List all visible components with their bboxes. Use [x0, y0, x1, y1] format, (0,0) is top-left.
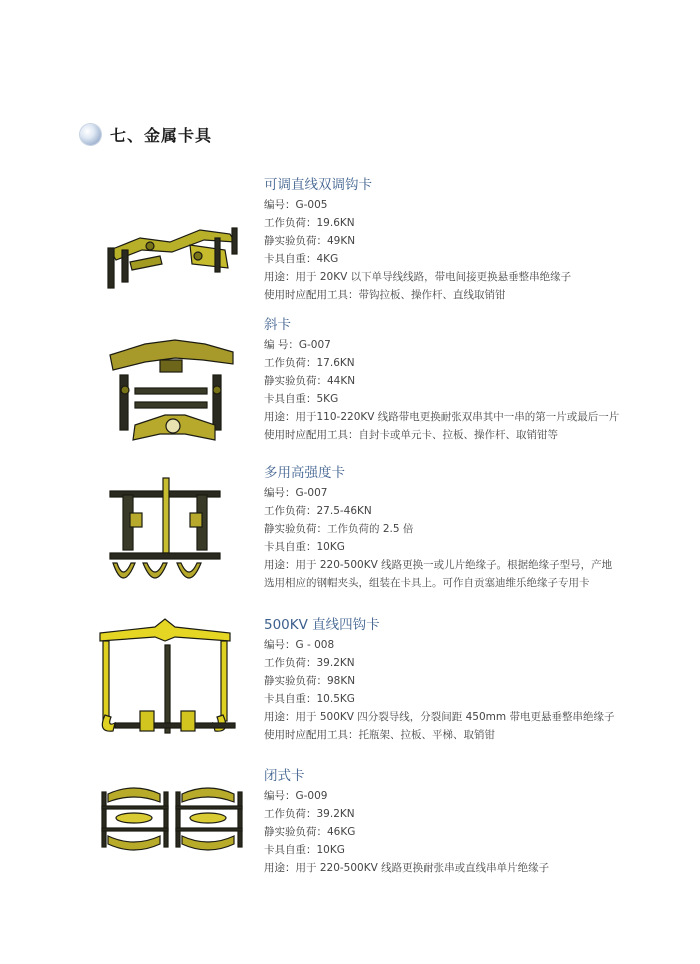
section-heading [80, 121, 212, 147]
spec-label: 用途： [264, 862, 296, 874]
spec-label: 编号： [264, 639, 296, 651]
spec-label: 工作负荷： [264, 217, 317, 229]
spec-label: 静实验负荷： [264, 235, 327, 247]
spec-line [264, 690, 684, 708]
spec-line [264, 502, 684, 520]
spec-value: 4KG [316, 253, 339, 265]
spec-line [264, 841, 684, 859]
spec-label: 卡具自重： [264, 541, 317, 553]
spec-label: 使用时应配用工具： [264, 289, 359, 301]
spec-label: 静实验负荷： [264, 675, 327, 687]
spec-line [264, 426, 684, 444]
spec-label: 使用时应配用工具： [264, 729, 359, 741]
spec-value: 46KG [327, 826, 356, 838]
spec-line [264, 520, 684, 538]
spec-line [264, 556, 684, 574]
spec-line [264, 805, 684, 823]
spec-value: 10KG [316, 541, 345, 553]
spec-line [264, 286, 684, 304]
spec-label: 工作负荷： [264, 505, 317, 517]
spec-label: 静实验负荷： [264, 375, 327, 387]
section-title: 七、金属卡具 [110, 125, 213, 145]
spec-line [264, 484, 684, 502]
spec-value: G-007 [295, 487, 328, 499]
spec-label: 工作负荷： [264, 357, 317, 369]
spec-value: 39.2KN [316, 657, 355, 669]
sphere-bullet-icon [80, 124, 101, 145]
spec-value: 工作负荷的 2.5 倍 [327, 523, 414, 535]
spec-value: 用于 220-500KV 线路更换耐张串或直线串单片绝缘子 [295, 862, 550, 874]
product-info [264, 615, 684, 744]
spec-label: 工作负荷： [264, 808, 317, 820]
spec-value: 用于 220-500KV 线路更换一或儿片绝缘子。根据绝缘子型号，产地 [295, 559, 613, 571]
spec-value: 10KG [316, 844, 345, 856]
spec-line [264, 859, 684, 877]
product-info [264, 315, 684, 444]
spec-value: 98KN [327, 675, 356, 687]
spec-label: 卡具自重： [264, 693, 317, 705]
spec-line [264, 336, 684, 354]
spec-line [264, 408, 684, 426]
spec-label: 静实验负荷： [264, 826, 327, 838]
spec-value: 选用相应的钢帽夹头，组装在卡具上。可作自贡塞迪维乐绝缘子专用卡 [264, 577, 590, 589]
spec-line [264, 196, 684, 214]
spec-value: 用于 500KV 四分裂导线，分裂间距 450mm 带电更悬垂整串绝缘子 [295, 711, 615, 723]
spec-value: 44KN [327, 375, 356, 387]
spec-line [264, 823, 684, 841]
spec-value: 39.2KN [316, 808, 355, 820]
product-info [264, 463, 684, 592]
spec-label: 编 号： [264, 339, 299, 351]
closed-clamp-photo [98, 784, 248, 854]
product-info [264, 766, 684, 877]
double-hook-clamp-photo [100, 220, 245, 295]
spec-value: 49KN [327, 235, 356, 247]
spec-label: 工作负荷： [264, 657, 317, 669]
spec-label: 编号： [264, 790, 296, 802]
spec-value: 用于 20KV 以下单导线线路，带电间接更换悬垂整串绝缘子 [295, 271, 572, 283]
spec-line [264, 574, 684, 592]
spec-line [264, 250, 684, 268]
spec-label: 静实验负荷： [264, 523, 327, 535]
spec-value: 带钩拉板、操作杆、直线取销钳 [358, 289, 506, 301]
spec-line [264, 708, 684, 726]
spec-value: 10.5KG [316, 693, 355, 705]
product-name: 闭式卡 [264, 768, 305, 784]
product-info [264, 175, 684, 304]
spec-line [264, 268, 684, 286]
spec-value: 自封卡或单元卡、拉板、操作杆、取销钳等 [358, 429, 558, 441]
four-hook-clamp-photo [95, 615, 240, 745]
product-name: 可调直线双调钩卡 [264, 177, 372, 193]
spec-label: 用途： [264, 711, 296, 723]
spec-line [264, 787, 684, 805]
spec-label: 用途： [264, 559, 296, 571]
spec-line [264, 636, 684, 654]
spec-label: 用途： [264, 411, 296, 423]
spec-label: 编号： [264, 487, 296, 499]
spec-line [264, 672, 684, 690]
spec-line [264, 372, 684, 390]
spec-label: 编号： [264, 199, 296, 211]
spec-value: G-005 [295, 199, 328, 211]
multi-purpose-clamp-photo [105, 473, 225, 593]
spec-label: 卡具自重： [264, 844, 317, 856]
spec-label: 卡具自重： [264, 253, 317, 265]
spec-line [264, 390, 684, 408]
product-name: 多用高强度卡 [264, 465, 345, 481]
spec-label: 使用时应配用工具： [264, 429, 359, 441]
spec-value: 用于110-220KV 线路带电更换耐张双串其中一串的第一片或最后一片 [295, 411, 620, 423]
spec-value: 27.5-46KN [316, 505, 372, 517]
spec-value: G-007 [298, 339, 331, 351]
spec-value: 19.6KN [316, 217, 355, 229]
spec-value: G-009 [295, 790, 328, 802]
spec-value: G - 008 [295, 639, 335, 651]
spec-line [264, 726, 684, 744]
spec-line [264, 654, 684, 672]
spec-label: 用途： [264, 271, 296, 283]
spec-line [264, 214, 684, 232]
spec-value: 托瓶架、拉板、平梯、取销钳 [358, 729, 495, 741]
spec-value: 5KG [316, 393, 339, 405]
spec-line [264, 232, 684, 250]
spec-value: 17.6KN [316, 357, 355, 369]
spec-line [264, 538, 684, 556]
spec-label: 卡具自重： [264, 393, 317, 405]
oblique-clamp-photo [105, 330, 240, 450]
product-name: 斜卡 [264, 317, 291, 333]
product-name: 500KV 直线四钩卡 [264, 617, 380, 633]
spec-line [264, 354, 684, 372]
